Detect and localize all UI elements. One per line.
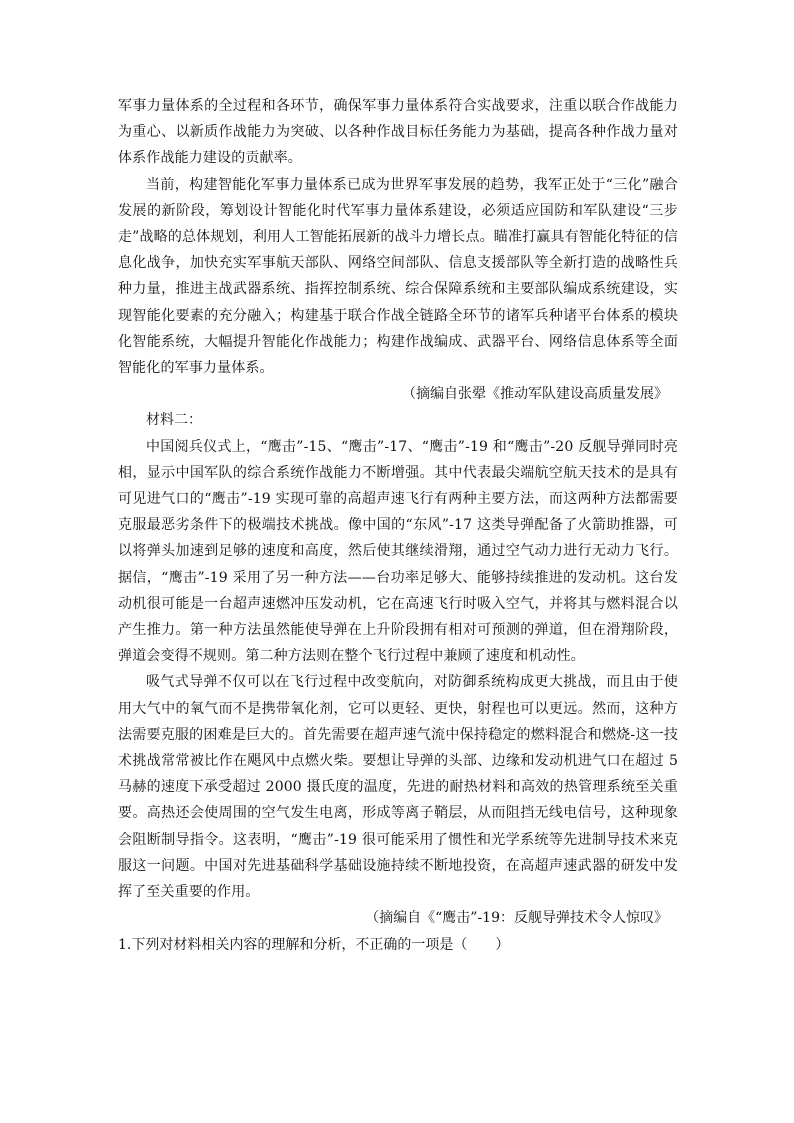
paragraph-2: 当前，构建智能化军事力量体系已成为世界军事发展的趋势，我军正处于“三化”融合发展的新阶段，筹划设计智能化时代军事力量体系建设，必须适应国防和军队建设“三步走”战略的总体规划，利用人工智能拓展新的战斗力增长点。瞄准打赢具有智能化特征的信息化战争，加快充实军事航天部队、网络空间部队、信息支援部队等全新打造的战略性兵种力量，推进主战武器系统、指挥控制系统、综合保障系统和主要部队编成系统建设，实现智能化要素的充分融入；构建基于联合作战全链路全环节的诸军兵种诸平台体系的模块化智能系统，大幅提升智能化作战能力；构建作战编成、武器平台、网络信息体系等全面智能化的军事力量体系。 (118, 176, 678, 377)
source-citation-2: （摘编自《“鹰击”-19：反舰导弹技术令人惊叹》 (365, 910, 668, 927)
question-1: 1.下列对材料相关内容的理解和分析，不正确的一项是（ ） (118, 936, 510, 953)
document-body (118, 93, 678, 958)
paragraph-1: 军事力量体系的全过程和各环节，确保军事力量体系符合实战要求，注重以联合作战能力为重心、以新质作战能力为突破、以各种作战目标任务能力为基础，提高各种作战力量对体系作战能力建设的贡献率。 (118, 98, 678, 167)
material-two-heading: 材料二： (146, 412, 202, 429)
source-citation-1: （摘编自张翚《推动军队建设高质量发展》 (402, 386, 668, 403)
paragraph-3: 中国阅兵仪式上，“鹰击”-15、“鹰击”-17、“鹰击”-19 和“鹰击”-20 反舰导弹同时亮相，显示中国军队的综合系统作战能力不断增强。其中代表最尖端航空航天技术的是具有可见进气口的“鹰击”-19 实现可靠的高超声速飞行有两种主要方法，而这两种方法都需要克服最恶劣条件下的极端技术挑战。像中国的“东风”-17 这类导弹配备了火箭助推器，可以将弹头加速到足够的速度和高度，然后使其继续滑翔，通过空气动力进行无动力飞行。据信，“鹰击”-19 采用了另一种方法——台功率足够大、能够持续推进的发动机。这台发动机很可能是一台超声速燃冲压发动机，它在高速飞行时吸入空气，并将其与燃料混合以产生推力。第一种方法虽然能使导弹在上升阶段拥有相对可预测的弹道，但在滑翔阶段，弹道会变得不规则。第二种方法则在整个飞行过程中兼顾了速度和机动性。 (118, 438, 678, 665)
paragraph-4: 吸气式导弹不仅可以在飞行过程中改变航向，对防御系统构成更大挑战，而且由于使用大气中的氧气而不是携带氧化剂，它可以更轻、更快，射程也可以更远。然而，这种方法需要克服的困难是巨大的。首先需要在超声速气流中保持稳定的燃料混合和燃烧-这一技术挑战常常被比作在飓风中点燃火柴。要想让导弹的头部、边缘和发动机进气口在超过 5 马赫的速度下承受超过 2000 摄氏度的温度，先进的耐热材料和高效的热管理系统至关重要。高热还会使周围的空气发生电离，形成等离子鞘层，从而阻挡无线电信号，这种现象会阻断制导指令。这表明，“鹰击”-19 很可能采用了惯性和光学系统等先进制导技术来克服这一问题。中国对先进基础科学基础设施持续不断地投资，在高超声速武器的研发中发挥了至关重要的作用。 (118, 674, 678, 901)
